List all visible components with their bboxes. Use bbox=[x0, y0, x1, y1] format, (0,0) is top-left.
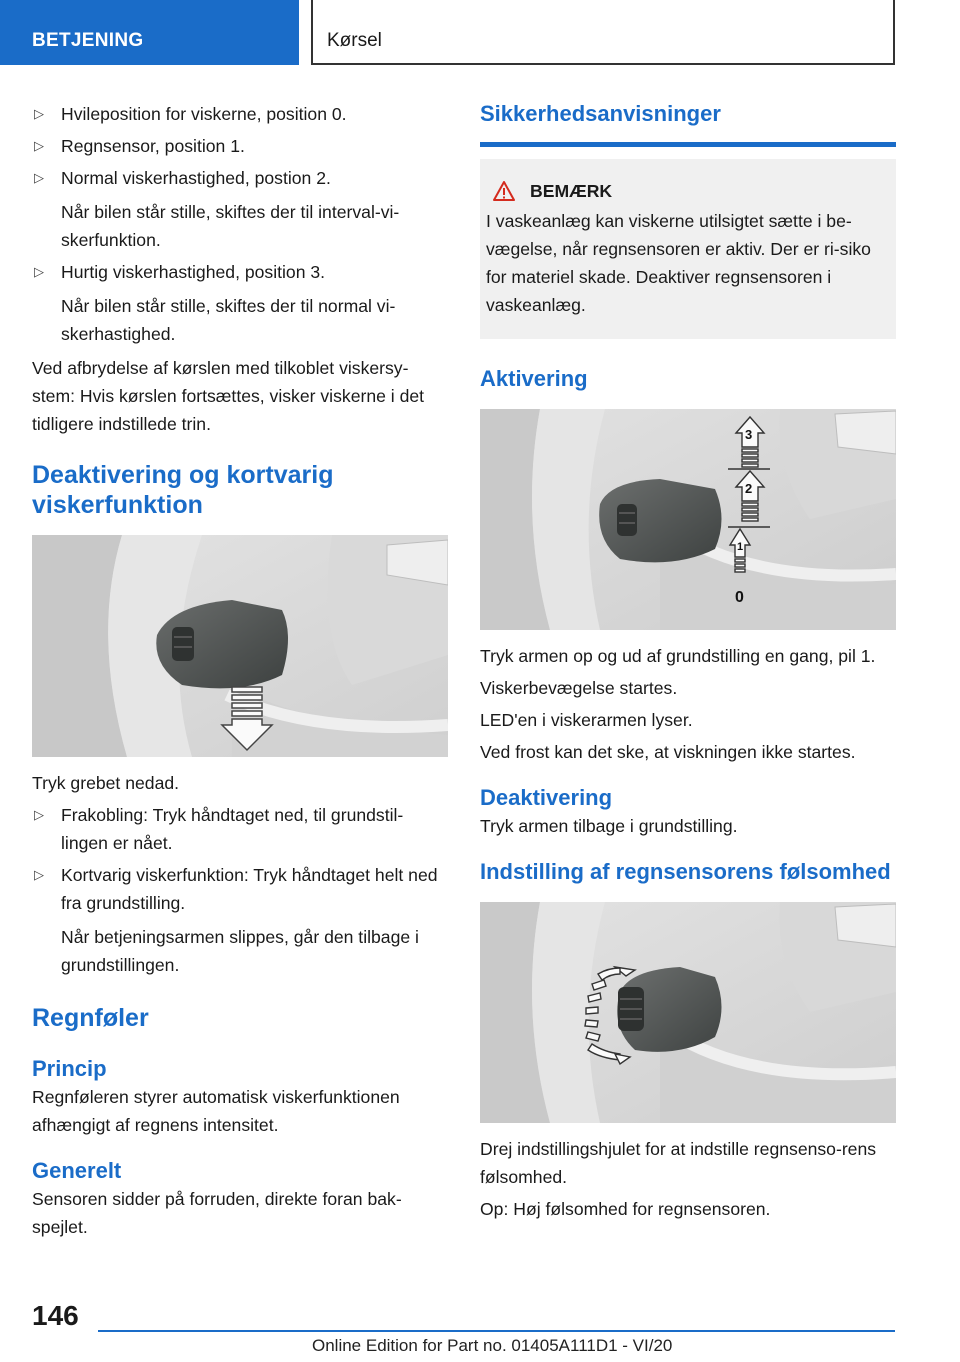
paragraph: Op: Høj følsomhed for regnsensoren. bbox=[480, 1199, 771, 1219]
subsection-heading: Indstilling af regnsensorens følsomhed bbox=[480, 859, 891, 884]
note-title: BEMÆRK bbox=[530, 181, 613, 201]
paragraph: Tryk armen op og ud af grundstilling en gang, pil 1. bbox=[480, 646, 876, 666]
paragraph: Viskerbevægelse startes. bbox=[480, 678, 678, 698]
triangle-bullet-icon: ▷ bbox=[34, 170, 44, 185]
position-label-0: 0 bbox=[735, 589, 744, 606]
paragraph: Regnføleren styrer automatisk viskerfunktionen afhængigt af regnens intensitet. bbox=[32, 1087, 400, 1135]
position-label-2: 2 bbox=[745, 481, 753, 496]
paragraph: Sensoren sidder på forruden, direkte foran bak-spejlet. bbox=[32, 1189, 402, 1237]
list-item: ▷ Hvileposition for viskerne, position 0. bbox=[32, 100, 448, 128]
triangle-bullet-icon: ▷ bbox=[34, 138, 44, 153]
position-label-1: 1 bbox=[737, 541, 744, 553]
triangle-bullet-icon: ▷ bbox=[34, 264, 44, 279]
paragraph: Drej indstillingshjulet for at indstille regnsenso-rens følsomhed. bbox=[480, 1139, 877, 1187]
wiper-lever-positions-figure bbox=[480, 409, 896, 630]
list-item: ▷ Kortvarig viskerfunktion: Tryk håndtaget helt ned fra grundstilling. Når betjeningsarmen slippes, går den tilbage i grundstillingen. bbox=[32, 861, 448, 979]
note-text: I vaskeanlæg kan viskerne utilsigtet sætte i be-vægelse, når regnsensoren er aktiv. Der er ri-siko for materiel skade. Deaktiver regnsensoren i vaskeanlæg. bbox=[486, 211, 871, 315]
subsection-heading: Deaktivering bbox=[480, 785, 613, 810]
list-item: ▷ Normal viskerhastighed, postion 2. Når bilen står stille, skiftes der til interval-vi-skerfunktion. bbox=[32, 164, 448, 254]
triangle-bullet-icon: ▷ bbox=[34, 807, 44, 822]
footer-rule bbox=[98, 1330, 895, 1332]
position-label-3: 3 bbox=[745, 427, 753, 442]
edition-info: Online Edition for Part no. 01405A111D1 - VI/20 bbox=[312, 1336, 673, 1355]
subsection-heading: Generelt bbox=[32, 1158, 122, 1183]
sensitivity-wheel-figure bbox=[480, 902, 896, 1123]
figure-caption: Tryk grebet nedad. bbox=[32, 773, 180, 793]
subsection-heading: Princip bbox=[32, 1056, 107, 1081]
paragraph: LED'en i viskerarmen lyser. bbox=[480, 710, 693, 730]
paragraph: Ved afbrydelse af kørslen med tilkoblet viskersy-stem: Hvis kørslen fortsættes, visker viskerne i det tidligere indstillede trin. bbox=[32, 358, 425, 434]
section-heading: Aktivering bbox=[480, 366, 588, 391]
chapter-title: Kørsel bbox=[311, 0, 895, 65]
section-heading: Sikkerhedsanvisninger bbox=[480, 100, 896, 147]
list-item: ▷ Regnsensor, position 1. bbox=[32, 132, 448, 160]
warning-note bbox=[480, 159, 896, 339]
wiper-lever-down-figure bbox=[32, 535, 448, 757]
right-column bbox=[480, 100, 896, 1223]
list-item: ▷ Hurtig viskerhastighed, position 3. Når bilen står stille, skiftes der til normal vi-skerhastighed. bbox=[32, 258, 448, 348]
warning-triangle-icon bbox=[492, 180, 516, 202]
triangle-bullet-icon: ▷ bbox=[34, 867, 44, 882]
list-item: ▷ Frakobling: Tryk håndtaget ned, til grundstil-lingen er nået. bbox=[32, 801, 448, 857]
left-column bbox=[32, 100, 448, 1241]
paragraph: Ved frost kan det ske, at viskningen ikke startes. bbox=[480, 742, 856, 762]
section-heading: Regnføler bbox=[32, 1004, 149, 1032]
section-tab: BETJENING bbox=[0, 0, 299, 65]
section-heading: Deaktivering og kortvarig viskerfunktion bbox=[32, 461, 334, 519]
page-number: 146 bbox=[32, 1300, 79, 1331]
paragraph: Tryk armen tilbage i grundstilling. bbox=[480, 816, 738, 836]
triangle-bullet-icon: ▷ bbox=[34, 106, 44, 121]
